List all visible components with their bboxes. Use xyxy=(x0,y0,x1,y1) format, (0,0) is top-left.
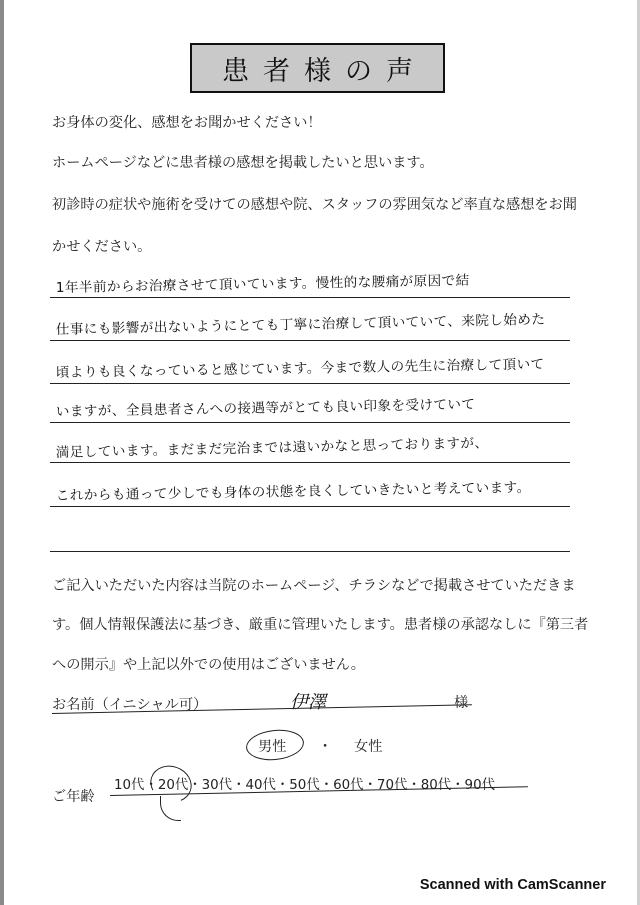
ruled-line xyxy=(50,551,570,552)
age-options[interactable]: 10代・20代・30代・40代・50代・60代・70代・80代・90代 xyxy=(114,778,495,793)
age-label: ご年齢 xyxy=(52,789,95,805)
scan-edge xyxy=(0,0,4,905)
handwritten-comment: 仕事にも影響が出ないようにとても丁寧に治療して頂いていて、来院し始めた xyxy=(55,311,546,338)
ruled-line xyxy=(50,422,570,423)
ruled-line xyxy=(50,506,570,507)
ruled-line xyxy=(50,383,570,384)
handwritten-comment: 1年半前からお治療させて頂いています。慢性的な腰痛が原因で結 xyxy=(55,272,470,296)
name-value[interactable]: 伊澤 xyxy=(290,692,326,713)
handwritten-comment: 頃よりも良くなっていると感じています。今まで数人の先生に治療して頂いて xyxy=(55,356,545,381)
intro-line: お身体の変化、感想をお聞かせください！ xyxy=(52,115,322,131)
notice-line: す。個人情報保護法に基づき、厳重に管理いたします。患者様の承認なしに『第三者 xyxy=(52,617,589,633)
scanner-watermark: Scanned with CamScanner xyxy=(419,877,606,893)
handwritten-comment: 満足しています。まだまだ完治までは遠いかなと思っておりますが、 xyxy=(55,435,489,461)
ruled-line xyxy=(50,462,570,463)
intro-line: 初診時の症状や施術を受けての感想や院、スタッフの雰囲気など率直な感想をお聞 xyxy=(52,197,577,213)
intro-line: ホームページなどに患者様の感想を掲載したいと思います。 xyxy=(52,155,434,171)
gender-option-male[interactable]: 男性 xyxy=(258,739,287,755)
ruled-line xyxy=(50,297,570,298)
name-label: お名前（イニシャル可） xyxy=(52,697,208,713)
notice-line: への開示』や上記以外での使用はございません。 xyxy=(52,657,365,673)
handwritten-comment: いますが、全員患者さんへの接遇等がとても良い印象を受けていて xyxy=(55,396,476,420)
gender-option-female[interactable]: 女性 xyxy=(354,739,383,755)
notice-line: ご記入いただいた内容は当院のホームページ、チラシなどで掲載させていただきま xyxy=(52,578,576,594)
ruled-line xyxy=(50,340,570,341)
handwritten-comment: これからも通って少しでも身体の状態を良くしていきたいと考えています。 xyxy=(55,479,531,504)
title-box xyxy=(190,43,445,93)
age-selection-stroke xyxy=(160,796,181,821)
page-title: 患者様の声 xyxy=(222,55,427,87)
intro-line: かせください。 xyxy=(52,239,152,255)
name-suffix: 様 xyxy=(454,695,469,711)
gender-separator: ・ xyxy=(318,739,333,755)
